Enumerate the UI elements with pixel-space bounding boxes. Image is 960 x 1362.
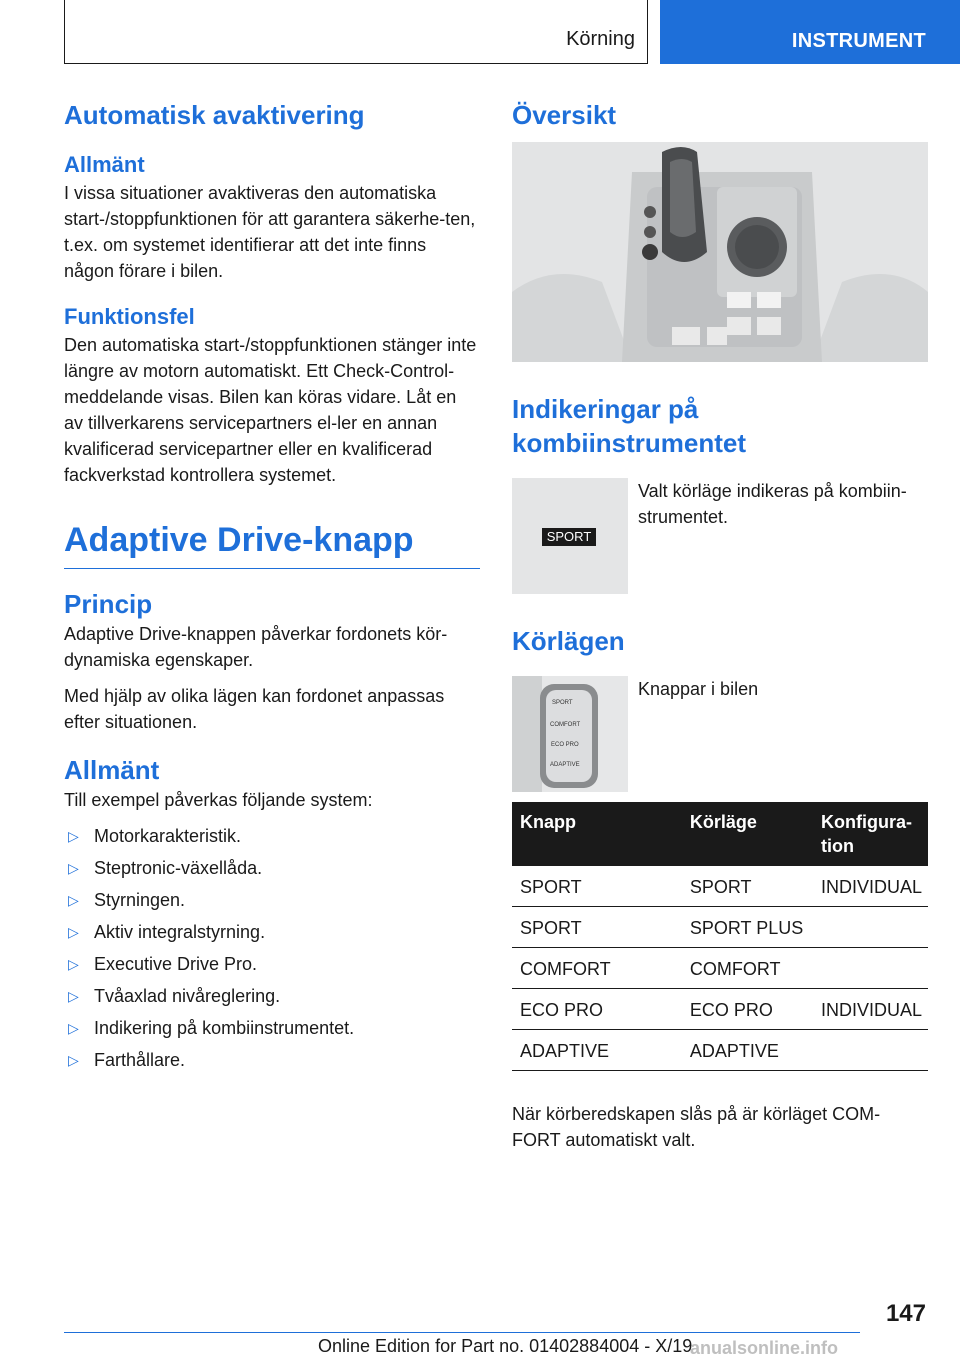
- heading-allmant: Allmänt: [64, 152, 145, 177]
- drive-mode-buttons-image: SPORT COMFORT ECO PRO ADAPTIVE: [512, 676, 628, 792]
- heading-adaptive-drive: Adaptive Drive-knapp: [64, 518, 480, 569]
- triangle-bullet-icon: ▷: [68, 860, 79, 876]
- triangle-bullet-icon: ▷: [68, 1020, 79, 1036]
- table-row: ADAPTIVE ADAPTIVE: [512, 1030, 928, 1071]
- triangle-bullet-icon: ▷: [68, 1052, 79, 1068]
- paragraph-princip-2: Med hjälp av olika lägen kan fordonet anpassas efter situationen.: [64, 686, 445, 732]
- table-row: SPORT SPORT INDIVIDUAL: [512, 866, 928, 907]
- list-item: ▷ Farthållare.: [64, 1047, 480, 1073]
- table-header-knapp: Knapp: [512, 802, 682, 866]
- triangle-bullet-icon: ▷: [68, 892, 79, 908]
- list-item: ▷ Steptronic-växellåda.: [64, 855, 480, 881]
- header-section-box: [64, 0, 648, 64]
- heading-allmant-2: Allmänt: [64, 755, 160, 785]
- table-row: ECO PRO ECO PRO INDIVIDUAL: [512, 989, 928, 1030]
- page-number: 147: [885, 1300, 926, 1327]
- list-item: ▷ Executive Drive Pro.: [64, 951, 480, 977]
- sport-indicator-label: SPORT: [542, 528, 596, 546]
- triangle-bullet-icon: ▷: [68, 988, 79, 1004]
- heading-funktionsfel: Funktionsfel: [64, 304, 195, 329]
- header-section-title: Körning: [566, 28, 635, 50]
- watermark: anualsonline.info: [690, 1338, 839, 1358]
- triangle-bullet-icon: ▷: [68, 828, 79, 844]
- heading-princip: Princip: [64, 589, 153, 619]
- table-row: SPORT SPORT PLUS: [512, 907, 928, 948]
- paragraph-allmant-2: Till exempel påverkas följande system:: [64, 790, 373, 810]
- indicator-figure-row: [512, 478, 928, 594]
- list-item: ▷ Aktiv integralstyrning.: [64, 919, 480, 945]
- buttons-figure-row: [512, 676, 928, 792]
- system-list: [64, 823, 480, 1073]
- header-chapter-title: INSTRUMENT: [791, 30, 926, 52]
- list-item: ▷ Motorkarakteristik.: [64, 823, 480, 849]
- header-chapter-tab[interactable]: [660, 0, 960, 64]
- triangle-bullet-icon: ▷: [68, 924, 79, 940]
- footer-edition: Online Edition for Part no. 01402884004 - X/19: [318, 1336, 693, 1356]
- table-header-korlage: Körläge: [682, 802, 813, 866]
- drive-mode-buttons-illustration: [512, 676, 628, 792]
- paragraph-note: När körberedskapen slås på är körläget COM-FORT automatiskt valt.: [512, 1104, 881, 1150]
- heading-indikeringar: Indikeringar på kombiinstrumentet: [512, 394, 747, 458]
- left-column: [64, 98, 480, 1079]
- list-item: ▷ Styrningen.: [64, 887, 480, 913]
- triangle-bullet-icon: ▷: [68, 956, 79, 972]
- heading-korlagen: Körlägen: [512, 626, 625, 656]
- paragraph-allmant: I vissa situationer avaktiveras den automatiska start-/stoppfunktionen för att garantera säkerhe-ten, t.ex. om systemet identifierar att det inte finns någon förare i bilen.: [64, 183, 476, 281]
- center-console-image: [512, 142, 928, 362]
- paragraph-princip-1: Adaptive Drive-knappen påverkar fordonets kör-dynamiska egenskaper.: [64, 624, 448, 670]
- paragraph-indikering: Valt körläge indikeras på kombiin-strumentet.: [638, 481, 907, 527]
- right-column: [512, 98, 928, 1153]
- center-console-illustration: [512, 142, 928, 362]
- list-item: ▷ Indikering på kombiinstrumentet.: [64, 1015, 480, 1041]
- paragraph-funktionsfel: Den automatiska start-/stoppfunktionen stänger inte längre av motorn automatiskt. Ett Check-Control-meddelande visas. Bilen kan köras vidare. Låt en av tillverkarens servicepartners el-ler en annan kvalificerad servicepartner eller en kvalificerad fackverkstad kontrollera systemet.: [64, 335, 477, 485]
- table-header-konfiguration: Konfigura-tion: [813, 802, 928, 866]
- list-item: ▷ Tvåaxlad nivåreglering.: [64, 983, 480, 1009]
- table-header-row: [512, 802, 928, 866]
- paragraph-knappar: Knappar i bilen: [638, 679, 759, 699]
- table-row: COMFORT COMFORT: [512, 948, 928, 989]
- drive-mode-table: [512, 802, 928, 1071]
- heading-oversikt: Översikt: [512, 100, 617, 130]
- footer-divider: [64, 1332, 860, 1333]
- heading-automatisk-avaktivering: Automatisk avaktivering: [64, 100, 365, 130]
- sport-indicator-image: [512, 478, 628, 594]
